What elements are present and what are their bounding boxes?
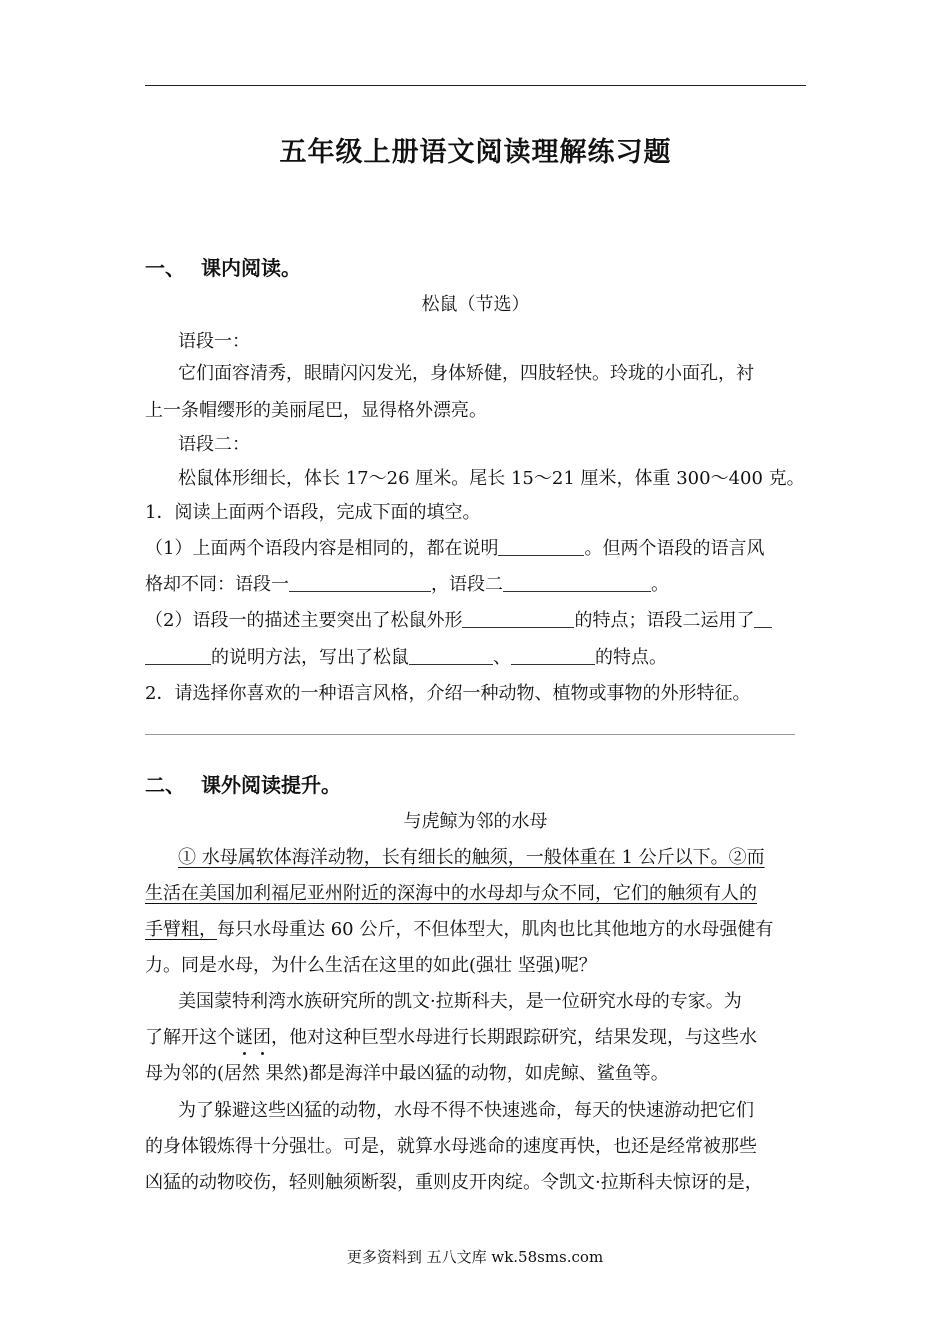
answer-blank[interactable]: [145, 646, 211, 665]
passage-2-p1-line-2: 生活在美国加利福尼亚州附近的深海中的水母却与众不同，它们的触须有人的: [145, 883, 757, 904]
paragraph-1-line-1: 它们面容清秀，眼睛闪闪发光，身体矫健，四肢轻快。玲珑的小面孔，衬: [178, 363, 754, 384]
question-1-2-line-1: [145, 609, 806, 633]
question-text: 的特点；语段二运用了: [574, 610, 755, 631]
question-text: ，语段二: [431, 574, 503, 595]
answer-blank[interactable]: [754, 609, 772, 628]
paragraph-1-label: 语段一：: [178, 331, 250, 352]
body-text: 每只水母重达 60 公斤，不但体型大，肌肉也比其他地方的水母强健有: [217, 919, 774, 940]
passage-2-p2-line-1: 美国蒙特利湾水族研究所的凯文·拉斯科夫，是一位研究水母的专家。为: [178, 991, 742, 1012]
section-2-heading: [145, 773, 806, 797]
dotted-char: 谜: [235, 1027, 253, 1048]
answer-blank[interactable]: [498, 537, 584, 556]
page-footer[interactable]: 更多资料到 五八文库 wk.58sms.com: [346, 1248, 604, 1266]
passage-1-title: 松鼠（节选）: [421, 294, 530, 315]
page-title: 五年级上册语文阅读理解练习题: [279, 137, 672, 168]
header-rule: [145, 85, 806, 86]
question-1-1-line-1: [145, 537, 806, 561]
passage-2-p3-line-2: 的身体锻炼得十分强壮。可是，就算水母逃命的速度再快，也还是经常被那些: [145, 1136, 757, 1157]
answer-blank[interactable]: [289, 573, 431, 592]
section-1-heading: [145, 256, 806, 280]
question-text: 格却不同：语段一: [145, 574, 289, 595]
question-2: 2．请选择你喜欢的一种语言风格，介绍一种动物、植物或事物的外形特征。: [145, 683, 751, 704]
section-1-number: 一、: [145, 256, 185, 280]
question-1-1-line-2: [145, 573, 806, 597]
passage-2-title: 与虎鲸为邻的水母: [403, 811, 548, 832]
section-2-number: 二、: [145, 773, 185, 797]
question-text: （1）上面两个语段内容是相同的，都在说明: [145, 538, 499, 559]
question-text: （2）语段一的描述主要突出了松鼠外形: [145, 610, 463, 631]
question-1-2-line-2: [145, 646, 806, 670]
question-1: 1．阅读上面两个语段，完成下面的填空。: [145, 502, 481, 523]
question-text: 的说明方法，写出了松鼠: [211, 647, 409, 668]
passage-2-p3-line-3: 凶猛的动物咬伤，轻则触须断裂，重则皮开肉绽。令凯文·拉斯科夫惊讶的是，: [145, 1172, 763, 1193]
passage-2-p2-line-2: [145, 1026, 806, 1050]
dotted-char: 团: [253, 1027, 271, 1048]
passage-2-p1-line-3: [145, 918, 806, 942]
passage-2-p1-line-1: ① 水母属软体海洋动物，长有细长的触须，一般体重在 1 公斤以下。②而: [178, 847, 765, 868]
paragraph-2-line-1: 松鼠体形细长，体长 17～26 厘米。尾长 15～21 厘米，体重 300～400 克。: [178, 468, 805, 489]
answer-line[interactable]: [145, 734, 795, 735]
section-1-title: 课内阅读。: [201, 256, 301, 280]
passage-2-p3-line-1: 为了躲避这些凶猛的动物，水母不得不快速逃命，每天的快速游动把它们: [178, 1100, 754, 1121]
question-text: 、: [493, 647, 511, 668]
underlined-text: 手臂粗，: [145, 919, 217, 940]
body-text: 了解开这个: [145, 1027, 235, 1048]
question-text: 。: [651, 574, 669, 595]
answer-blank[interactable]: [462, 609, 574, 628]
answer-blank[interactable]: [409, 646, 493, 665]
question-text: 的特点。: [595, 647, 667, 668]
section-2-title: 课外阅读提升。: [201, 773, 341, 797]
paragraph-1-line-2: 上一条帽缨形的美丽尾巴，显得格外漂亮。: [145, 400, 487, 421]
answer-blank[interactable]: [511, 646, 595, 665]
paragraph-2-label: 语段二：: [178, 434, 250, 455]
passage-2-p1-line-4: 力。同是水母，为什么生活在这里的如此(强壮 坚强)呢？: [145, 955, 597, 976]
question-text: 。但两个语段的语言风: [584, 538, 765, 559]
passage-2-p2-line-3: 母为邻的(居然 果然)都是海洋中最凶猛的动物，如虎鲸、鲨鱼等。: [145, 1063, 669, 1084]
body-text: ，他对这种巨型水母进行长期跟踪研究，结果发现，与这些水: [271, 1027, 757, 1048]
answer-blank[interactable]: [503, 573, 651, 592]
